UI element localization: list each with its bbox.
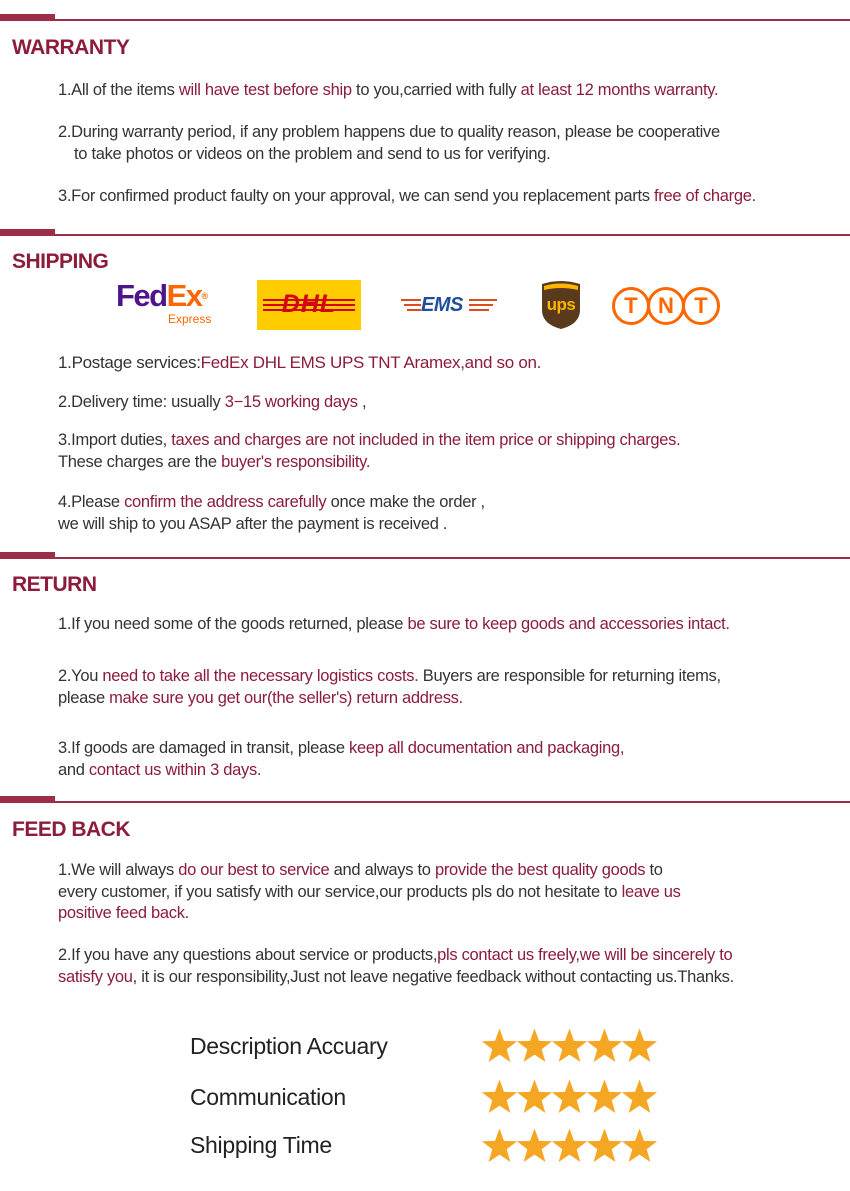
star-icon	[482, 1080, 517, 1114]
ups-logo: ups	[540, 280, 582, 330]
tnt-logo: T N T	[612, 287, 720, 325]
return-point-2: 2.You need to take all the necessary logistics costs. Buyers are responsible for returning items, please make sure you get our(the seller's) return address.	[58, 667, 721, 707]
warranty-point-2: 2.During warranty period, if any problem happens due to quality reason, please be cooperative to take photos or videos on the problem and send to us for verifying.	[58, 123, 720, 163]
shipping-point-1: 1.Postage services:FedEx DHL EMS UPS TNT Aramex,and so on.	[58, 353, 542, 372]
star-icon	[587, 1029, 622, 1063]
shipping-point-4: 4.Please confirm the address carefully once make the order , we will ship to you ASAP after the payment is received .	[58, 493, 485, 533]
section-title-shipping: SHIPPING	[12, 250, 109, 273]
rating-label-description: Description Accuary	[190, 1033, 388, 1059]
rating-stars-description	[482, 1027, 657, 1065]
star-icon	[622, 1080, 657, 1114]
rating-label-communication: Communication	[190, 1084, 346, 1110]
star-icon	[482, 1029, 517, 1063]
star-icon	[622, 1029, 657, 1063]
ems-logo: EMS	[401, 292, 497, 320]
fedex-logo: FedEx® Express	[116, 278, 212, 326]
star-icon	[552, 1080, 587, 1114]
section-title-feedback: FEED BACK	[12, 818, 131, 841]
return-point-3: 3.If goods are damaged in transit, please keep all documentation and packaging, and contact us within 3 days.	[58, 739, 625, 779]
section-title-warranty: WARRANTY	[12, 36, 130, 59]
section-rule	[0, 557, 850, 559]
warranty-point-3: 3.For confirmed product faulty on your approval, we can send you replacement parts free of charge.	[58, 187, 756, 205]
star-icon	[482, 1129, 517, 1163]
rating-label-shipping-time: Shipping Time	[190, 1132, 332, 1158]
star-icon	[552, 1129, 587, 1163]
return-point-1: 1.If you need some of the goods returned, please be sure to keep goods and accessories intact.	[58, 615, 730, 633]
star-icon	[517, 1080, 552, 1114]
shipping-point-3: 3.Import duties, taxes and charges are not included in the item price or shipping charges. These charges are the buyer's responsibility.	[58, 431, 681, 471]
star-icon	[552, 1029, 587, 1063]
warranty-point-1: 1.All of the items will have test before ship to you,carried with fully at least 12 months warranty.	[58, 81, 719, 99]
star-icon	[622, 1129, 657, 1163]
feedback-point-1: 1.We will always do our best to service and always to provide the best quality goods to every customer, if you satisfy with our service,our products pls do not hesitate to leave us positive feed back.	[58, 861, 681, 922]
section-title-return: RETURN	[12, 573, 97, 596]
section-rule	[0, 234, 850, 236]
section-rule	[0, 19, 850, 21]
star-icon	[587, 1129, 622, 1163]
shipping-point-2: 2.Delivery time: usually 3−15 working days ,	[58, 393, 367, 411]
feedback-point-2: 2.If you have any questions about service or products,pls contact us freely,we will be sincerely to satisfy you, it is our responsibility,Just not leave negative feedback without contacting us.Thanks.	[58, 946, 734, 986]
section-rule	[0, 801, 850, 803]
star-icon	[517, 1029, 552, 1063]
star-icon	[587, 1080, 622, 1114]
star-icon	[517, 1129, 552, 1163]
rating-stars-shipping-time	[482, 1127, 657, 1165]
rating-stars-communication	[482, 1078, 657, 1116]
dhl-logo: DHL	[257, 280, 361, 330]
